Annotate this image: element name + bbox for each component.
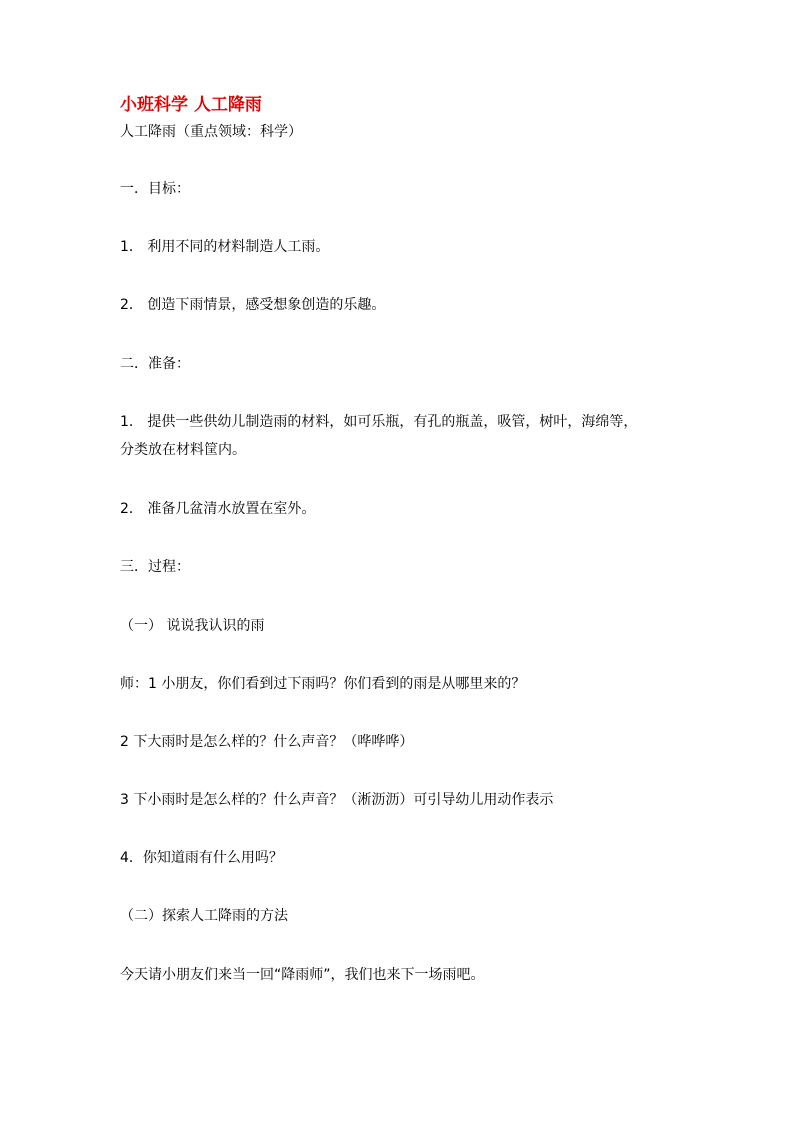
preparation-item-1-continued: 分类放在材料筐内。 <box>120 442 246 458</box>
document-title: 小班科学 人工降雨 <box>120 95 262 115</box>
process-subheading-2: （二）探索人工降雨的方法 <box>120 908 288 924</box>
preparation-item-2: 2． 准备几盆清水放置在室外。 <box>120 501 316 517</box>
document-subtitle: 人工降雨（重点领域：科学） <box>120 124 302 140</box>
process-subheading-1: （一） 说说我认识的雨 <box>120 618 265 634</box>
process-line: 今天请小朋友们来当一回“降雨师”，我们也来下一场雨吧。 <box>120 967 485 983</box>
process-line: 2 下大雨时是怎么样的？什么声音？（哗哗哗） <box>120 734 414 750</box>
section-heading-goals: 一．目标： <box>120 181 190 197</box>
preparation-item-1: 1． 提供一些供幼儿制造雨的材料，如可乐瓶，有孔的瓶盖，吸管，树叶，海绵等， <box>120 414 638 430</box>
goal-item-2: 2． 创造下雨情景，感受想象创造的乐趣。 <box>120 297 386 313</box>
section-heading-process: 三．过程： <box>120 559 190 575</box>
goal-item-1: 1． 利用不同的材料制造人工雨。 <box>120 239 330 255</box>
process-line: 4．你知道雨有什么用吗？ <box>120 850 283 866</box>
process-line: 3 下小雨时是怎么样的？什么声音？（淅沥沥）可引导幼儿用动作表示 <box>120 792 554 808</box>
section-heading-preparation: 二．准备： <box>120 356 190 372</box>
process-line: 师：1 小朋友，你们看到过下雨吗？你们看到的雨是从哪里来的？ <box>120 676 526 692</box>
